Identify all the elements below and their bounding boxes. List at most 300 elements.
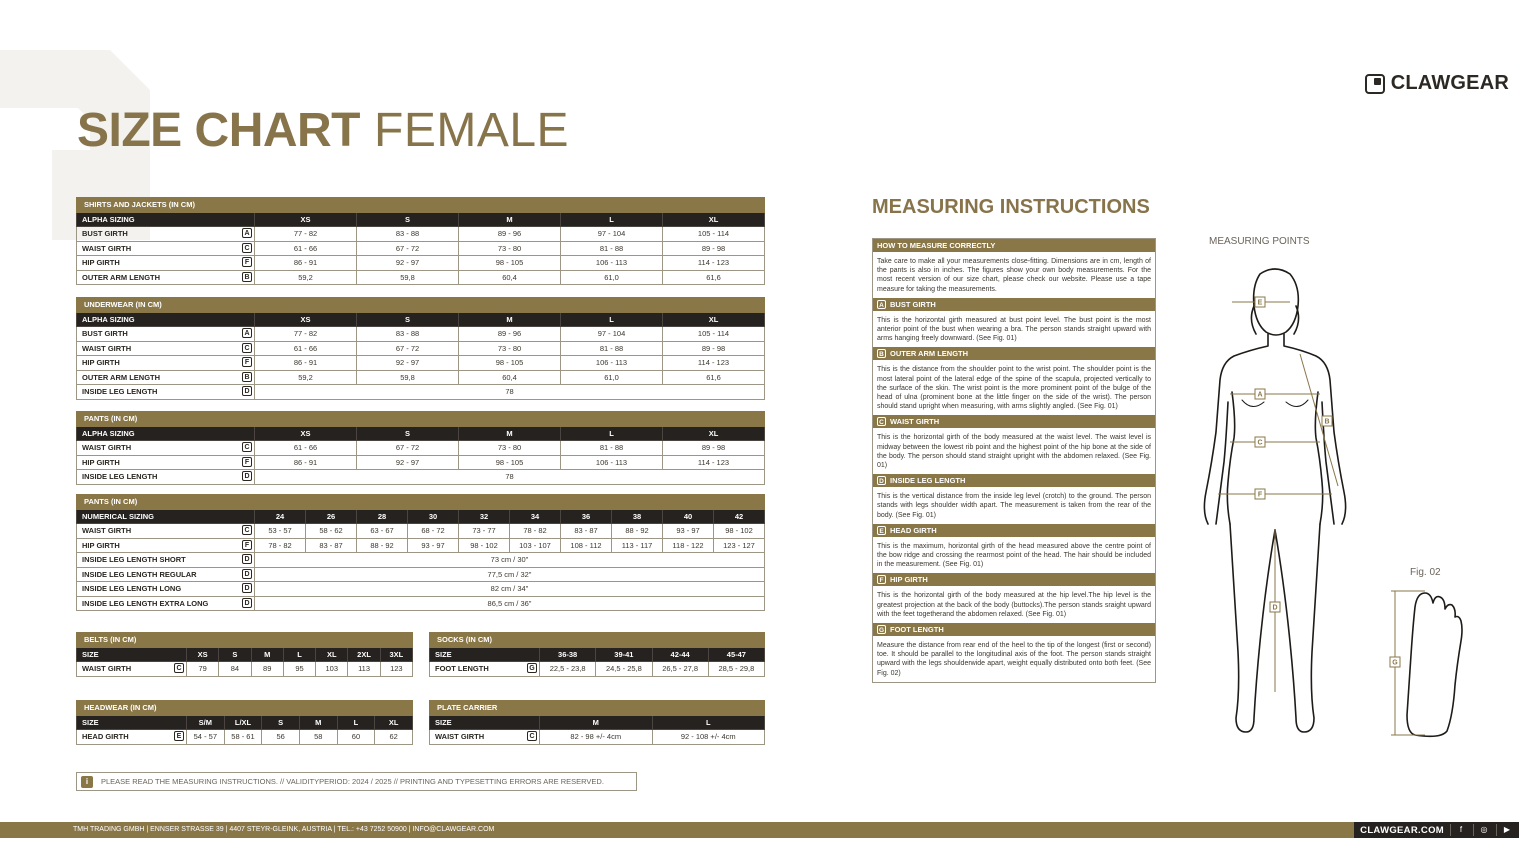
table-row	[77, 553, 765, 568]
row-label	[77, 256, 255, 271]
instruction-text: This is the distance from the shoulder point to the wrist point. The shoulder point is the most lateral point of the lateral edge of the spine of the scapula, projected vertically to the surface of the skin. The wrist point is the more prominent point of the bulge of the head of ulna (prominent bone at the little finger on the side of the wrist). The person should stand upright when measuring, with arms slightly angled. (See Fig. 01)	[877, 366, 1151, 411]
header-label: NUMERICAL SIZING	[77, 509, 255, 524]
instruction-text: This is the vertical distance from the inside leg level (crotch) to the ground. The person stands with legs shoulder width apart. The measurement is taken from the rear of the body. (See Fig. 01)	[877, 493, 1151, 519]
measure-point-badge: D	[242, 583, 252, 593]
table-cell: 123 - 127	[714, 538, 765, 553]
table-title: UNDERWEAR (IN CM)	[77, 298, 765, 313]
row-label-text: INSIDE LEG LENGTH LONG	[82, 584, 182, 594]
table-cell: 77 - 82	[255, 327, 357, 342]
measure-point-badge: F	[242, 540, 252, 550]
measure-point-badge: F	[242, 357, 252, 367]
table-cell: 61,0	[561, 270, 663, 285]
instruction-heading-text: FOOT LENGTH	[890, 625, 944, 635]
table-title-row	[77, 198, 765, 213]
instruction-heading	[873, 298, 1155, 311]
table-cell: 86 - 91	[255, 256, 357, 271]
header-size: 40	[663, 509, 714, 524]
table-cell: 61 - 66	[255, 241, 357, 256]
table-row	[77, 596, 765, 611]
measure-point-badge: C	[242, 243, 252, 253]
table-cell: 103 - 107	[510, 538, 561, 553]
header-size: L	[561, 312, 663, 327]
table-cell: 63 - 67	[357, 524, 408, 539]
instruction-heading	[873, 415, 1155, 428]
table-row	[77, 538, 765, 553]
measure-point-badge: C	[174, 663, 184, 673]
row-label	[77, 370, 255, 385]
header-size: L	[561, 212, 663, 227]
row-label-text: HIP GIRTH	[82, 358, 120, 368]
table-title-row	[77, 298, 765, 313]
page-title-light: FEMALE	[374, 104, 570, 157]
measure-point-badge: D	[877, 476, 886, 485]
body-figure	[1190, 262, 1360, 742]
table-title: PLATE CARRIER	[430, 701, 765, 716]
table-row	[77, 730, 413, 745]
table-header-row	[77, 509, 765, 524]
table-cell: 24,5 - 25,8	[596, 662, 652, 677]
table-row	[77, 256, 765, 271]
table-cell: 61,6	[663, 370, 765, 385]
table-title: SHIRTS AND JACKETS (IN CM)	[77, 198, 765, 213]
table-cell: 89 - 96	[459, 327, 561, 342]
header-size: M	[299, 715, 337, 730]
measure-point-badge: C	[242, 525, 252, 535]
measuring-instructions-title: MEASURING INSTRUCTIONS	[872, 196, 1150, 218]
instruction-text: This is the horizontal girth measured at bust point level. The bust point is the most anterior point of the bust when wearing a bra. The person stands straight upward with arms hanging freely downward. (See Fig. 01)	[877, 316, 1151, 343]
row-label	[77, 538, 255, 553]
table-cell: 98 - 102	[459, 538, 510, 553]
table-cell: 98 - 102	[714, 524, 765, 539]
marker-a: A	[1257, 391, 1263, 399]
info-icon: i	[81, 776, 93, 788]
table-cell: 67 - 72	[357, 441, 459, 456]
table-row	[77, 370, 765, 385]
table-cell: 89	[251, 662, 283, 677]
table-cell: 67 - 72	[357, 341, 459, 356]
header-label: ALPHA SIZING	[77, 426, 255, 441]
header-label: SIZE	[430, 715, 540, 730]
table-cell: 97 - 104	[561, 227, 663, 242]
table-cell: 59,8	[357, 370, 459, 385]
instruction-heading-text: OUTER ARM LENGTH	[890, 349, 969, 359]
facebook-icon[interactable]: f	[1450, 824, 1467, 836]
measure-point-badge: C	[527, 731, 537, 741]
table-cell: 92 - 108 +/- 4cm	[652, 730, 765, 745]
table-title: PANTS (IN CM)	[77, 495, 765, 510]
instruction-heading-text: INSIDE LEG LENGTH	[890, 476, 966, 486]
row-label-text: WAIST GIRTH	[82, 343, 132, 353]
brand-name: CLAWGEAR	[1390, 72, 1509, 94]
measuring-instructions-box	[872, 238, 1156, 683]
table-cell: 82 cm / 34"	[255, 582, 765, 597]
validity-note	[76, 772, 637, 791]
table-row	[430, 662, 765, 677]
header-label: SIZE	[430, 647, 540, 662]
row-label-text: INSIDE LEG LENGTH	[82, 472, 158, 482]
table-cell: 88 - 92	[612, 524, 663, 539]
table-cell: 83 - 88	[357, 327, 459, 342]
header-size: 34	[510, 509, 561, 524]
table-cell: 26,5 - 27,8	[652, 662, 708, 677]
row-label	[77, 241, 255, 256]
header-size: 26	[306, 509, 357, 524]
table-cell: 113	[348, 662, 380, 677]
table-cell: 106 - 113	[561, 356, 663, 371]
table-cell: 108 - 112	[561, 538, 612, 553]
table-title-row	[430, 633, 765, 648]
table-cell: 56	[262, 730, 300, 745]
row-label	[77, 327, 255, 342]
header-size: 30	[408, 509, 459, 524]
table-cell: 113 - 117	[612, 538, 663, 553]
table-cell: 105 - 114	[663, 327, 765, 342]
table-header-row	[77, 647, 413, 662]
row-label-text: OUTER ARM LENGTH	[82, 372, 161, 382]
row-label	[77, 553, 255, 568]
headwear-table	[76, 700, 413, 745]
shirts-table	[76, 197, 765, 285]
table-title: SOCKS (IN CM)	[430, 633, 765, 648]
table-cell: 79	[187, 662, 219, 677]
table-title: HEADWEAR (IN CM)	[77, 701, 413, 716]
measure-point-badge: F	[242, 257, 252, 267]
table-row	[77, 356, 765, 371]
table-row	[77, 455, 765, 470]
header-size: M	[459, 426, 561, 441]
measure-point-badge: A	[242, 328, 252, 338]
row-label	[77, 441, 255, 456]
table-row	[77, 662, 413, 677]
table-cell: 97 - 104	[561, 327, 663, 342]
row-label	[77, 385, 255, 400]
table-cell: 89 - 96	[459, 227, 561, 242]
table-row	[77, 441, 765, 456]
table-row	[430, 730, 765, 745]
row-label-text: FOOT LENGTH	[435, 664, 489, 674]
row-label	[77, 470, 255, 485]
table-cell: 60,4	[459, 370, 561, 385]
header-size: XS	[187, 647, 219, 662]
row-label-text: WAIST GIRTH	[82, 243, 132, 253]
measure-point-badge: F	[242, 457, 252, 467]
table-header-row	[430, 647, 765, 662]
header-size: XL	[375, 715, 413, 730]
table-cell: 103	[316, 662, 348, 677]
table-cell: 61 - 66	[255, 441, 357, 456]
instruction-heading-text: BUST GIRTH	[890, 299, 936, 309]
table-cell: 98 - 105	[459, 455, 561, 470]
header-size: L	[337, 715, 375, 730]
row-label-text: HIP GIRTH	[82, 258, 120, 268]
pants-numeric-table	[76, 494, 765, 611]
table-header-row	[77, 715, 413, 730]
instruction-heading-text: HIP GIRTH	[890, 575, 928, 585]
table-row	[77, 341, 765, 356]
table-cell: 114 - 123	[663, 256, 765, 271]
table-cell: 78 - 82	[510, 524, 561, 539]
row-label-text: INSIDE LEG LENGTH EXTRA LONG	[82, 598, 209, 608]
measure-point-badge: D	[242, 471, 252, 481]
row-label	[77, 567, 255, 582]
table-cell: 22,5 - 23,8	[540, 662, 596, 677]
table-title: PANTS (IN CM)	[77, 412, 765, 427]
measure-point-badge: G	[878, 627, 885, 635]
brand-logo-icon	[1365, 74, 1385, 94]
header-size: 39-41	[596, 647, 652, 662]
measure-point-badge: E	[174, 731, 184, 741]
instagram-icon[interactable]: ◎	[1473, 824, 1490, 836]
measure-point-badge: D	[242, 598, 252, 608]
row-label	[430, 662, 540, 677]
table-cell: 98 - 105	[459, 356, 561, 371]
table-cell: 60	[337, 730, 375, 745]
table-cell: 58	[299, 730, 337, 745]
table-cell: 61,6	[663, 270, 765, 285]
validity-note-text: PLEASE READ THE MEASURING INSTRUCTIONS. // VALIDITYPERIOD: 2024 / 2025 // PRINTING AND TYPESETTING ERRORS ARE RESERVED.	[101, 777, 604, 786]
row-label	[77, 270, 255, 285]
table-cell: 61 - 66	[255, 341, 357, 356]
table-row	[77, 524, 765, 539]
table-cell: 78	[255, 385, 765, 400]
table-cell: 53 - 57	[255, 524, 306, 539]
header-size: 24	[255, 509, 306, 524]
header-size: M	[251, 647, 283, 662]
socks-table	[429, 632, 765, 677]
table-cell: 82 - 98 +/- 4cm	[540, 730, 653, 745]
row-label	[77, 455, 255, 470]
measure-point-badge: B	[242, 272, 252, 282]
marker-c: C	[1257, 439, 1263, 447]
table-cell: 92 - 97	[357, 455, 459, 470]
footer-website-box	[1354, 822, 1519, 838]
header-size: S	[262, 715, 300, 730]
table-title-row	[77, 495, 765, 510]
table-cell: 98 - 105	[459, 256, 561, 271]
header-size: 36-38	[540, 647, 596, 662]
row-label	[77, 596, 255, 611]
table-row	[77, 327, 765, 342]
instruction-heading	[873, 524, 1155, 537]
measure-point-badge: G	[527, 663, 537, 673]
table-cell: 77 - 82	[255, 227, 357, 242]
measure-point-badge: D	[242, 569, 252, 579]
table-cell: 73 cm / 30"	[255, 553, 765, 568]
row-label	[77, 582, 255, 597]
measure-point-badge: A	[877, 300, 886, 309]
table-cell: 89 - 98	[663, 441, 765, 456]
table-cell: 68 - 72	[408, 524, 459, 539]
marker-d: D	[1272, 604, 1278, 612]
measure-point-badge: B	[242, 372, 252, 382]
table-cell: 93 - 97	[663, 524, 714, 539]
table-cell: 84	[219, 662, 251, 677]
table-title-row	[77, 701, 413, 716]
table-cell: 123	[380, 662, 412, 677]
table-cell: 73 - 80	[459, 341, 561, 356]
table-cell: 89 - 98	[663, 341, 765, 356]
underwear-table	[76, 297, 765, 400]
header-size: 36	[561, 509, 612, 524]
header-size: M	[540, 715, 653, 730]
header-size: M	[459, 312, 561, 327]
header-size: XL	[663, 312, 765, 327]
table-title-row	[77, 633, 413, 648]
row-label-text: WAIST GIRTH	[82, 443, 132, 453]
website-link[interactable]: CLAWGEAR.COM	[1360, 824, 1444, 836]
row-label	[430, 730, 540, 745]
table-cell: 105 - 114	[663, 227, 765, 242]
youtube-icon[interactable]: ▶	[1496, 824, 1513, 836]
table-row	[77, 241, 765, 256]
table-cell: 59,8	[357, 270, 459, 285]
foot-figure	[1385, 585, 1475, 740]
table-row	[77, 582, 765, 597]
table-cell: 86 - 91	[255, 455, 357, 470]
header-size: XL	[663, 426, 765, 441]
instruction-text: This is the horizontal girth of the body measured at the waist level. The waist level is midway between the lowest rib point and the highest point of the hip bone at the side of the body. The person should stand straight upright with the abdomen relaxed. (See Fig. 01)	[877, 434, 1151, 470]
table-cell: 78	[255, 470, 765, 485]
measure-point-badge: D	[242, 386, 252, 396]
instruction-text: This is the horizontal girth of the body measured at the hip level.The hip level is the greatest projection at the back of the body (buttocks).The person stands sraight upward with the feet togetherand the abdomen relaxed. (See Fig. 01)	[877, 592, 1151, 618]
instruction-heading	[873, 573, 1155, 586]
table-cell: 61,0	[561, 370, 663, 385]
footer-bar	[0, 822, 1519, 838]
brand-logo	[1365, 72, 1509, 95]
table-cell: 60,4	[459, 270, 561, 285]
measure-point-badge: E	[877, 526, 886, 535]
header-size: S	[357, 426, 459, 441]
measure-point-badge: C	[877, 417, 886, 426]
row-label-text: BUST GIRTH	[82, 229, 128, 239]
table-cell: 73 - 80	[459, 241, 561, 256]
measure-point-badge: C	[242, 343, 252, 353]
row-label-text: WAIST GIRTH	[435, 732, 485, 742]
table-cell: 92 - 97	[357, 356, 459, 371]
instruction-text: Measure the distance from rear end of the heel to the tip of the longest (first or second) toe. It should be parallel to the longitudinal axis of the foot. The person stands straight upward with the legs shoulderwide apart, weight equally distributed onto both feet. (See Fig. 02)	[877, 642, 1151, 677]
table-cell: 77,5 cm / 32"	[255, 567, 765, 582]
instruction-heading	[873, 474, 1155, 487]
table-cell: 93 - 97	[408, 538, 459, 553]
header-size: 42-44	[652, 647, 708, 662]
table-cell: 106 - 113	[561, 256, 663, 271]
instruction-heading-text: WAIST GIRTH	[890, 417, 940, 427]
table-header-row	[77, 312, 765, 327]
table-cell: 58 - 61	[224, 730, 262, 745]
table-cell: 59,2	[255, 370, 357, 385]
table-cell: 86,5 cm / 36"	[255, 596, 765, 611]
marker-g: G	[1392, 659, 1398, 667]
table-row	[77, 470, 765, 485]
header-size: XL	[663, 212, 765, 227]
table-cell: 92 - 97	[357, 256, 459, 271]
table-cell: 83 - 87	[561, 524, 612, 539]
row-label-text: WAIST GIRTH	[82, 526, 132, 536]
measure-point-badge: D	[242, 554, 252, 564]
row-label	[77, 662, 187, 677]
measure-point-badge: A	[242, 228, 252, 238]
table-title: BELTS (IN CM)	[77, 633, 413, 648]
instruction-text: This is the maximum, horizontal girth of the head measured above the centre point of the bow ridge and crossing the rearmost point of the head. The hair should be included in the measurement. (See Fig. 01)	[877, 542, 1151, 569]
table-cell: 106 - 113	[561, 455, 663, 470]
table-cell: 95	[283, 662, 315, 677]
measuring-points-label: MEASURING POINTS	[1209, 236, 1310, 247]
table-cell: 28,5 - 29,8	[708, 662, 764, 677]
page-title	[77, 103, 569, 159]
table-row	[77, 567, 765, 582]
header-size: L/XL	[224, 715, 262, 730]
header-size: S	[357, 312, 459, 327]
belts-table	[76, 632, 413, 677]
row-label-text: INSIDE LEG LENGTH REGULAR	[82, 569, 197, 579]
measure-point-badge: B	[877, 349, 886, 358]
table-header-row	[77, 212, 765, 227]
table-cell: 86 - 91	[255, 356, 357, 371]
row-label-text: OUTER ARM LENGTH	[82, 272, 161, 282]
table-row	[77, 385, 765, 400]
instruction-text: Take care to make all your measurements close-fitting. Dimensions are in cm, length of the pants is also in inches. The figures show your own body measurements. For the most recent version of our size chart, please check our website. Please use a tape measure for taking the measurements.	[877, 258, 1151, 293]
instruction-heading-text: HOW TO MEASURE CORRECTLY	[877, 241, 996, 250]
instruction-heading-text: HEAD GIRTH	[890, 525, 937, 535]
header-label: SIZE	[77, 647, 187, 662]
header-size: S	[219, 647, 251, 662]
page-title-bold: SIZE CHART	[77, 104, 360, 157]
measure-point-badge: F	[877, 575, 886, 584]
table-header-row	[77, 426, 765, 441]
row-label-text: HIP GIRTH	[82, 540, 120, 550]
plate-carrier-table	[429, 700, 765, 745]
row-label-text: HIP GIRTH	[82, 457, 120, 467]
footer-address: TMH TRADING GMBH | ENNSER STRASSE 39 | 4407 STEYR-GLEINK, AUSTRIA | TEL.: +43 7252 50900 | INFO@CLAWGEAR.COM	[73, 826, 495, 833]
table-cell: 83 - 88	[357, 227, 459, 242]
table-cell: 81 - 88	[561, 341, 663, 356]
instruction-heading	[873, 239, 1155, 252]
table-header-row	[430, 715, 765, 730]
table-row	[77, 227, 765, 242]
header-size: 38	[612, 509, 663, 524]
row-label	[77, 730, 187, 745]
table-cell: 81 - 88	[561, 441, 663, 456]
row-label	[77, 524, 255, 539]
table-cell: 73 - 80	[459, 441, 561, 456]
header-size: XS	[255, 212, 357, 227]
table-cell: 89 - 98	[663, 241, 765, 256]
table-cell: 78 - 82	[255, 538, 306, 553]
table-cell: 59,2	[255, 270, 357, 285]
instruction-heading	[873, 623, 1155, 636]
table-cell: 73 - 77	[459, 524, 510, 539]
pants-alpha-table	[76, 411, 765, 485]
row-label	[77, 341, 255, 356]
table-cell: 88 - 92	[357, 538, 408, 553]
row-label-text: INSIDE LEG LENGTH SHORT	[82, 555, 186, 565]
table-cell: 54 - 57	[187, 730, 225, 745]
table-cell: 114 - 123	[663, 356, 765, 371]
table-cell: 81 - 88	[561, 241, 663, 256]
header-label: ALPHA SIZING	[77, 312, 255, 327]
marker-f: F	[1257, 491, 1263, 499]
header-size: S	[357, 212, 459, 227]
fig02-label: Fig. 02	[1410, 567, 1441, 578]
header-size: 32	[459, 509, 510, 524]
header-size: L	[652, 715, 765, 730]
table-title-row	[77, 412, 765, 427]
table-cell: 58 - 62	[306, 524, 357, 539]
header-size: 3XL	[380, 647, 412, 662]
header-size: L	[283, 647, 315, 662]
header-size: 45-47	[708, 647, 764, 662]
header-size: XS	[255, 426, 357, 441]
